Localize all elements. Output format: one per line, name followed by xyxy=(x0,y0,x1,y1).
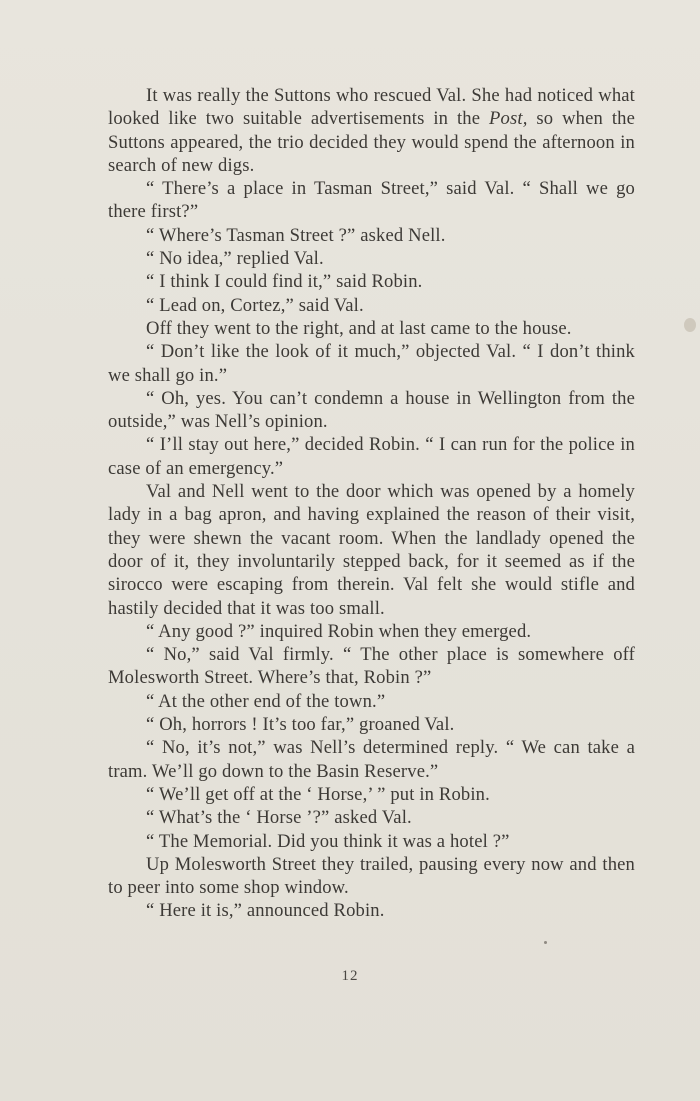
paragraph-19: “ The Memorial. Did you think it was a hotel ?” xyxy=(146,830,510,852)
paragraph-18: “ What’s the ‘ Horse ’?” asked Val. xyxy=(146,807,412,829)
paragraph-2: “ There’s a place in Tasman Street,” said Val. “ Shall we go there first?” xyxy=(108,178,635,223)
newspaper-title: Post, xyxy=(489,108,528,130)
paragraph-5: “ I think I could find it,” said Robin. xyxy=(146,271,423,293)
paragraph-1 xyxy=(108,84,635,177)
paragraph-17: “ We’ll get off at the ‘ Horse,’ ” put in Robin. xyxy=(146,783,490,805)
paragraph-15: “ Oh, horrors ! It’s too far,” groaned Val. xyxy=(146,714,455,736)
paragraph-9: “ Oh, yes. You can’t condemn a house in Wellington from the outside,” was Nell’s opinion. xyxy=(108,387,635,433)
page-number: 12 xyxy=(341,968,359,984)
paragraph-3: “ Where’s Tasman Street ?” asked Nell. xyxy=(146,224,446,246)
paragraph-16: “ No, it’s not,” was Nell’s determined reply. “ We can take a tram. We’ll go down to the Basin Reserve.” xyxy=(108,737,635,782)
paragraph-4: “ No idea,” replied Val. xyxy=(146,248,324,270)
paragraph-8: “ Don’t like the look of it much,” objected Val. “ I don’t think we shall go in.” xyxy=(108,341,635,386)
paragraph-10: “ I’ll stay out here,” decided Robin. “ I can run for the police in case of an emergency.” xyxy=(108,434,635,479)
paragraph-13: “ No,” said Val firmly. “ The other place is somewhere off Molesworth Street. Where’s that, Robin ?” xyxy=(108,644,635,689)
paragraph-text: It was really the Suttons who rescued Val. She had noticed what looked like two suitable advertisements in the xyxy=(108,85,635,130)
body-text xyxy=(108,84,635,923)
paragraph-21: “ Here it is,” announced Robin. xyxy=(146,900,385,922)
paragraph-11: Val and Nell went to the door which was opened by a homely lady in a bag apron, and having explained the reason of their visit, they were shewn the vacant room. When the landlady opened the door of it, they involuntarily stepped back, for it seemed as if the sirocco were escaping from therein. Val felt she would stifle and hastily decided that it was too small. xyxy=(108,481,635,619)
paragraph-6: “ Lead on, Cortez,” said Val. xyxy=(146,294,364,316)
paragraph-text: so when the Suttons appeared, the trio decided they would spend the afternoon in search of new digs. xyxy=(108,108,635,176)
paper-speck xyxy=(684,318,696,332)
paper-speck-small xyxy=(544,941,547,944)
paragraph-14: “ At the other end of the town.” xyxy=(146,690,386,712)
paragraph-20: Up Molesworth Street they trailed, pausing every now and then to peer into some shop window. xyxy=(108,853,635,899)
paragraph-12: “ Any good ?” inquired Robin when they emerged. xyxy=(146,620,532,642)
paragraph-7: Off they went to the right, and at last came to the house. xyxy=(146,317,572,339)
